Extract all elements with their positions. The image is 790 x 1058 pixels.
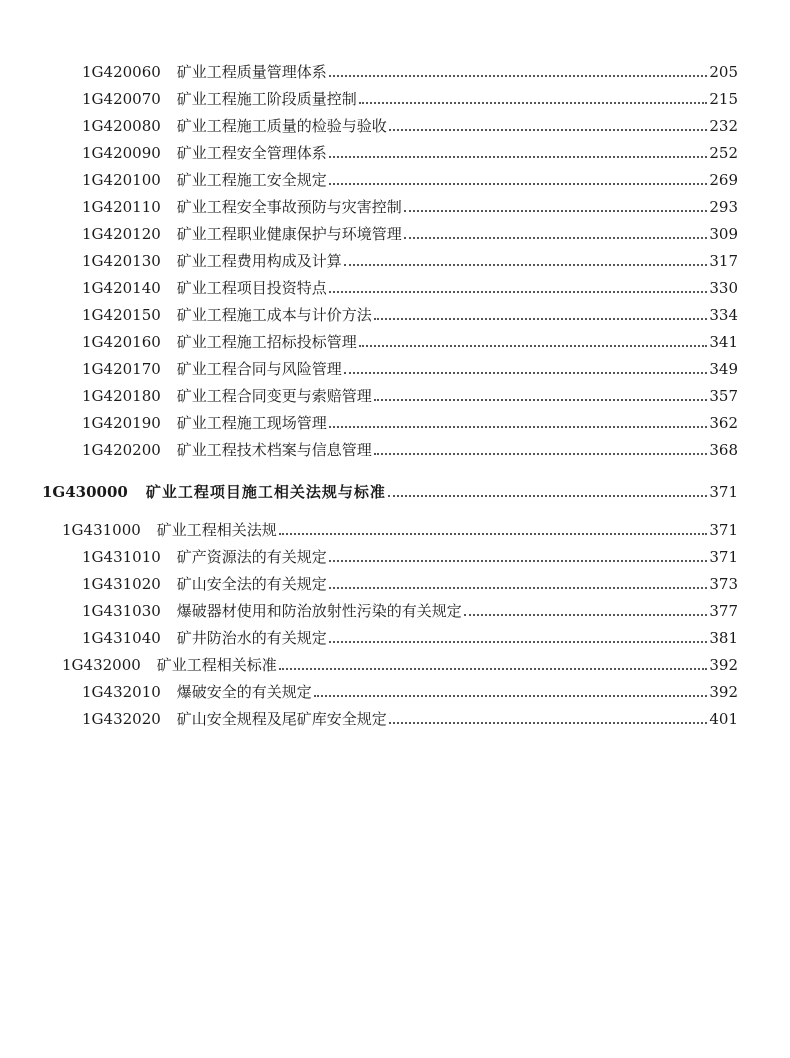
entry-code: 1G430000 <box>42 483 128 501</box>
entry-page: 357 <box>709 387 738 405</box>
entry-page: 334 <box>709 306 738 324</box>
entry-title: 矿业工程施工招标投标管理 <box>176 333 357 351</box>
entry-title: 矿业工程项目投资特点 <box>176 279 327 297</box>
entry-page: 381 <box>709 629 738 647</box>
toc-entry <box>0 357 790 381</box>
entry-code: 1G420170 <box>82 360 161 378</box>
toc-entry <box>0 168 790 192</box>
dot-leader <box>389 129 708 131</box>
toc-entry <box>0 249 790 273</box>
entry-page: 373 <box>709 575 738 593</box>
entry-title: 矿业工程合同变更与索赔管理 <box>176 387 372 405</box>
entry-code: 1G420190 <box>82 414 161 432</box>
toc-section-entry <box>0 653 790 677</box>
toc-entry <box>0 572 790 596</box>
toc-entry <box>0 60 790 84</box>
entry-code: 1G420200 <box>82 441 161 459</box>
toc-entry <box>0 384 790 408</box>
entry-title: 矿业工程技术档案与信息管理 <box>176 441 372 459</box>
dot-leader <box>314 695 708 697</box>
toc-section-entry <box>0 518 790 542</box>
entry-page: 269 <box>709 171 738 189</box>
entry-title: 矿业工程施工成本与计价方法 <box>176 306 372 324</box>
entry-code: 1G420140 <box>82 279 161 297</box>
toc-entry <box>0 438 790 462</box>
entry-title: 矿业工程费用构成及计算 <box>176 252 342 270</box>
entry-title: 矿业工程相关法规 <box>156 521 277 539</box>
entry-code: 1G431040 <box>82 629 161 647</box>
toc-entry <box>0 330 790 354</box>
entry-title: 矿业工程相关标准 <box>156 656 277 674</box>
entry-title: 爆破安全的有关规定 <box>176 683 312 701</box>
entry-page: 362 <box>709 414 738 432</box>
dot-leader <box>329 291 708 293</box>
entry-code: 1G431000 <box>62 521 141 539</box>
toc-entry <box>0 276 790 300</box>
entry-page: 371 <box>709 548 738 566</box>
entry-code: 1G420090 <box>82 144 161 162</box>
entry-page: 368 <box>709 441 738 459</box>
entry-code: 1G432020 <box>82 710 161 728</box>
toc-entry <box>0 626 790 650</box>
entry-title: 矿业工程质量管理体系 <box>176 63 327 81</box>
entry-page: 401 <box>709 710 738 728</box>
dot-leader <box>389 722 708 724</box>
entry-page: 205 <box>709 63 738 81</box>
entry-title: 矿业工程施工安全规定 <box>176 171 327 189</box>
dot-leader <box>404 210 708 212</box>
dot-leader <box>374 453 708 455</box>
entry-page: 252 <box>709 144 738 162</box>
dot-leader <box>464 614 708 616</box>
entry-code: 1G431030 <box>82 602 161 620</box>
entry-title: 矿业工程项目施工相关法规与标准 <box>145 483 386 501</box>
toc-chapter-entry <box>0 480 790 504</box>
entry-code: 1G420110 <box>82 198 161 216</box>
entry-page: 371 <box>709 483 738 501</box>
entry-code: 1G420150 <box>82 306 161 324</box>
entry-title: 矿产资源法的有关规定 <box>176 548 327 566</box>
entry-code: 1G432010 <box>82 683 161 701</box>
entry-page: 349 <box>709 360 738 378</box>
entry-code: 1G420080 <box>82 117 161 135</box>
entry-title: 矿井防治水的有关规定 <box>176 629 327 647</box>
toc-entry <box>0 141 790 165</box>
toc-entry <box>0 707 790 731</box>
entry-title: 矿山安全法的有关规定 <box>176 575 327 593</box>
entry-page: 392 <box>709 656 738 674</box>
entry-code: 1G420120 <box>82 225 161 243</box>
entry-page: 317 <box>709 252 738 270</box>
entry-code: 1G432000 <box>62 656 141 674</box>
entry-code: 1G431010 <box>82 548 161 566</box>
entry-page: 293 <box>709 198 738 216</box>
dot-leader <box>329 183 708 185</box>
entry-code: 1G431020 <box>82 575 161 593</box>
entry-page: 309 <box>709 225 738 243</box>
dot-leader <box>374 399 708 401</box>
entry-page: 392 <box>709 683 738 701</box>
entry-page: 377 <box>709 602 738 620</box>
entry-page: 232 <box>709 117 738 135</box>
toc-entry <box>0 545 790 569</box>
entry-title: 矿业工程施工质量的检验与验收 <box>176 117 387 135</box>
toc-entry <box>0 87 790 111</box>
toc-entry <box>0 411 790 435</box>
entry-code: 1G420180 <box>82 387 161 405</box>
entry-title: 矿业工程安全管理体系 <box>176 144 327 162</box>
dot-leader <box>344 372 708 374</box>
toc-entry <box>0 114 790 138</box>
dot-leader <box>279 668 708 670</box>
entry-code: 1G420160 <box>82 333 161 351</box>
entry-title: 矿业工程安全事故预防与灾害控制 <box>176 198 402 216</box>
dot-leader <box>329 560 708 562</box>
dot-leader <box>359 102 708 104</box>
toc-entry <box>0 680 790 704</box>
entry-title: 矿业工程职业健康保护与环境管理 <box>176 225 402 243</box>
dot-leader <box>344 264 708 266</box>
dot-leader <box>279 533 708 535</box>
entry-title: 矿山安全规程及尾矿库安全规定 <box>176 710 387 728</box>
toc-entry <box>0 222 790 246</box>
entry-title: 矿业工程施工现场管理 <box>176 414 327 432</box>
entry-page: 371 <box>709 521 738 539</box>
entry-page: 330 <box>709 279 738 297</box>
dot-leader <box>329 641 708 643</box>
entry-code: 1G420130 <box>82 252 161 270</box>
toc-entry <box>0 195 790 219</box>
entry-code: 1G420070 <box>82 90 161 108</box>
toc-entry <box>0 303 790 327</box>
dot-leader <box>374 318 708 320</box>
dot-leader <box>329 75 708 77</box>
dot-leader <box>359 345 708 347</box>
dot-leader <box>329 587 708 589</box>
dot-leader <box>388 495 707 497</box>
entry-code: 1G420100 <box>82 171 161 189</box>
dot-leader <box>329 426 708 428</box>
entry-page: 341 <box>709 333 738 351</box>
entry-title: 矿业工程合同与风险管理 <box>176 360 342 378</box>
entry-page: 215 <box>709 90 738 108</box>
dot-leader <box>329 156 708 158</box>
toc-entry <box>0 599 790 623</box>
entry-code: 1G420060 <box>82 63 161 81</box>
dot-leader <box>404 237 708 239</box>
entry-title: 爆破器材使用和防治放射性污染的有关规定 <box>176 602 462 620</box>
entry-title: 矿业工程施工阶段质量控制 <box>176 90 357 108</box>
